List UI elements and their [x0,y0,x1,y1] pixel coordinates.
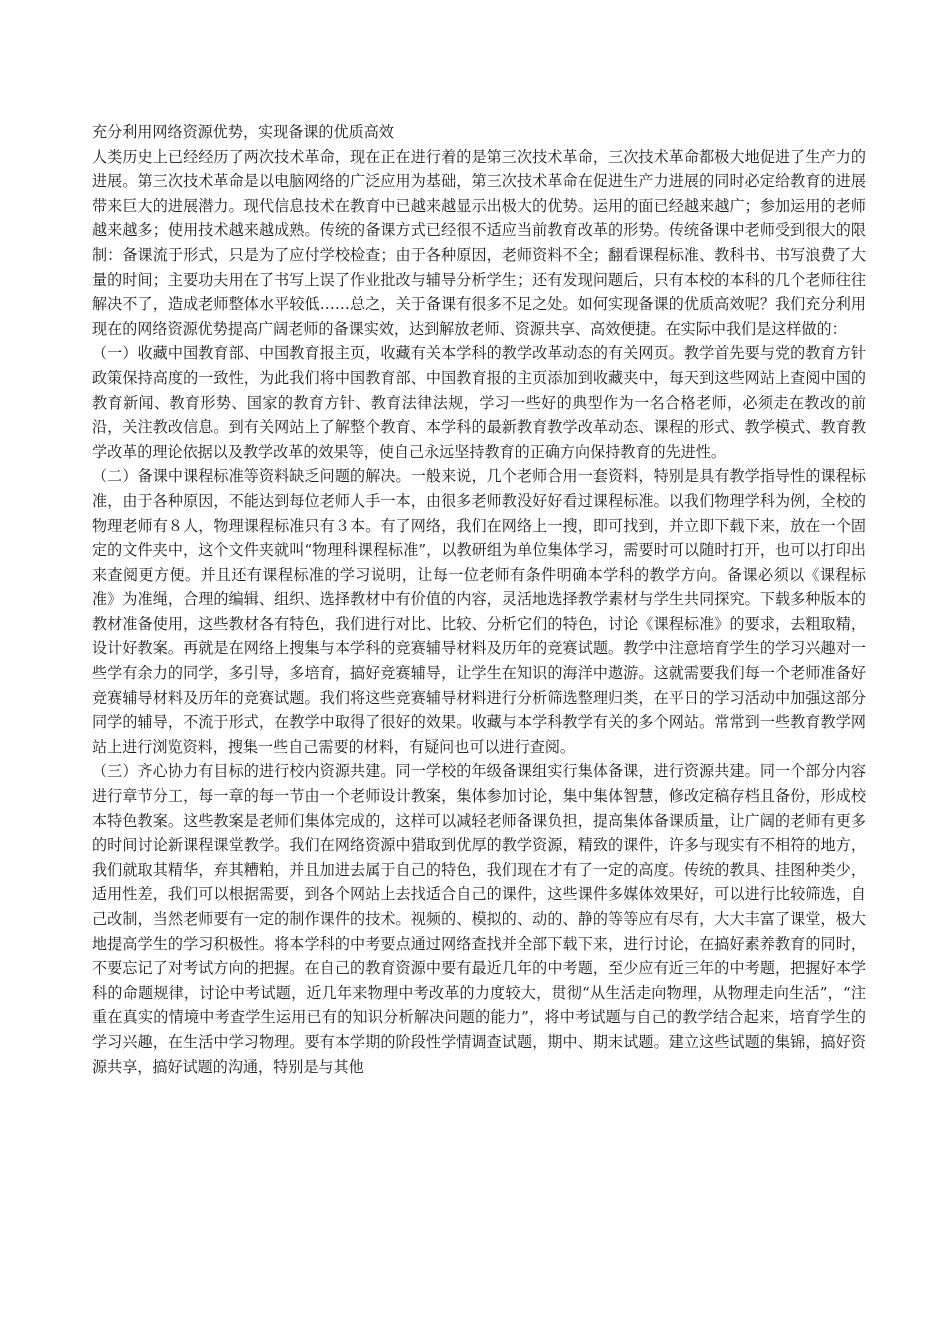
document-title: 充分利用网络资源优势，实现备课的优质高效 [92,123,394,141]
paragraph-section-2: （二）备课中课程标准等资料缺乏问题的解决。一般来说，几个老师合用一套资料，特别是具有教学指导性的课程标准，由于各种原因，不能达到每位老师人手一本，由很多老师教没好好看过课程标准。以我们物理学科为例，全校的物理老师有８人，物理课程标准只有３本。有了网络，我们在网络上一搜，即可找到，并立即下载下来，放在一个固定的文件夹中，这个文件夹就叫“物理科课程标准”，以教研组为单位集体学习，需要时可以随时打开，也可以打印出来查阅更方便。并且还有课程标准的学习说明，让每一位老师有条件明确本学科的教学方向。备课必须以《课程标准》为准绳，合理的编辑、组织、选择教材中有价值的内容，灵活地选择教学素材与学生共同探究。下载多种版本的教材准备使用，这些教材各有特色，我们进行对比、比较、分析它们的特色，讨论《课程标准》的要求，去粗取精，设计好教案。再就是在网络上搜集与本学科的竞赛辅导材料及历年的竞赛试题。教学中注意培育学生的学习兴趣对一些学有余力的同学，多引导，多培育，搞好竞赛辅导，让学生在知识的海洋中遨游。这就需要我们每一个老师准备好竞赛辅导材料及历年的竞赛试题。我们将这些竞赛辅导材料进行分析筛选整理归类，在平日的学习活动中加强这部分同学的辅导，不流于形式，在教学中取得了很好的效果。收藏与本学科教学有关的多个网站。常常到一些教育教学网站上进行浏览资料，搜集一些自己需要的材料，有疑问也可以进行查阅。 [92,467,866,756]
paragraph-section-3: （三）齐心协力有目标的进行校内资源共建。同一学校的年级备课组实行集体备课，进行资源共建。同一个部分内容进行章节分工，每一章的每一节由一个老师设计教案，集体参加讨论，集中集体智慧，修改定稿存档且备份，形成校本特色教案。这些教案是老师们集体完成的，这样可以减轻老师备课负担，提高集体备课质量，让广阔的老师有更多的时间讨论新课程课堂教学。我们在网络资源中猎取到优厚的教学资源，精致的课件，许多与现实有不相符的地方，我们就取其精华，弃其糟粕，并且加进去属于自己的特色，我们现在才有了一定的高度。传统的教具、挂图种类少，适用性差，我们可以根据需要，到各个网站上去找适合自己的课件，这些课件多媒体效果好，可以进行比较筛选，自己改制，当然老师要有一定的制作课件的技术。视频的、模拟的、动的、静的等等应有尽有，大大丰富了课堂，极大地提高学生的学习积极性。将本学科的中考要点通过网络查找并全部下载下来，进行讨论，在搞好素养教育的同时，不要忘记了对考试方向的把握。在自己的教育资源中要有最近几年的中考题，至少应有近三年的中考题，把握好本学科的命题规律，讨论中考试题，近几年来物理中考改革的力度较大，贯彻“从生活走向物理，从物理走向生活”，“注重在真实的情境中考查学生运用已有的知识分析解决问题的能力”，将中考试题与自己的教学结合起来，培育学生的学习兴趣，在生活中学习物理。要有本学期的阶段性学情调查试题，期中、期末试题。建立这些试题的集锦，搞好资源共享，搞好试题的沟通，特别是与其他 [92,762,866,1076]
paragraph-section-1: （一）收藏中国教育部、中国教育报主页，收藏有关本学科的教学改革动态的有关网页。教学首先要与党的教育方针政策保持高度的一致性，为此我们将中国教育部、中国教育报的主页添加到收藏夹中，每天到这些网站上查阅中国的教育新闻、教育形势、国家的教育方针、教育法律法规，学习一些好的典型作为一名合格老师，必须走在教改的前沿，关注教改信息。到有关网站上了解整个教育、本学科的最新教育教学改革动态、课程的形式、教学模式、教育教学改革的理论依据以及教学改革的效果等，使自己永远坚持教育的正确方向保持教育的先进性。 [92,344,866,461]
document-body [92,120,866,1079]
paragraph-intro: 人类历史上已经经历了两次技术革命，现在正在进行着的是第三次技术革命，三次技术革命都极大地促进了生产力的进展。第三次技术革命是以电脑网络的广泛应用为基础，第三次技术革命在促进生产力进展的同时必定给教育的进展带来巨大的进展潜力。现代信息技术在教育中已越来越显示出极大的优势。运用的面已经越来越广；参加运用的老师越来越多；使用技术越来越成熟。传统的备课方式已经很不适应当前教育改革的形势。传统备课中老师受到很大的限制：备课流于形式，只是为了应付学校检查；由于各种原因，老师资料不全；翻看课程标准、教科书、书写浪费了大量的时间；主要功夫用在了书写上误了作业批改与辅导分析学生；还有发现问题后，只有本校的本科的几个老师往往解决不了，造成老师整体水平较低……总之，关于备课有很多不足之处。如何实现备课的优质高效呢？我们充分利用现在的网络资源优势提高广阔老师的备课实效，达到解放老师、资源共享、高效便捷。在实际中我们是这样做的： [92,147,866,338]
